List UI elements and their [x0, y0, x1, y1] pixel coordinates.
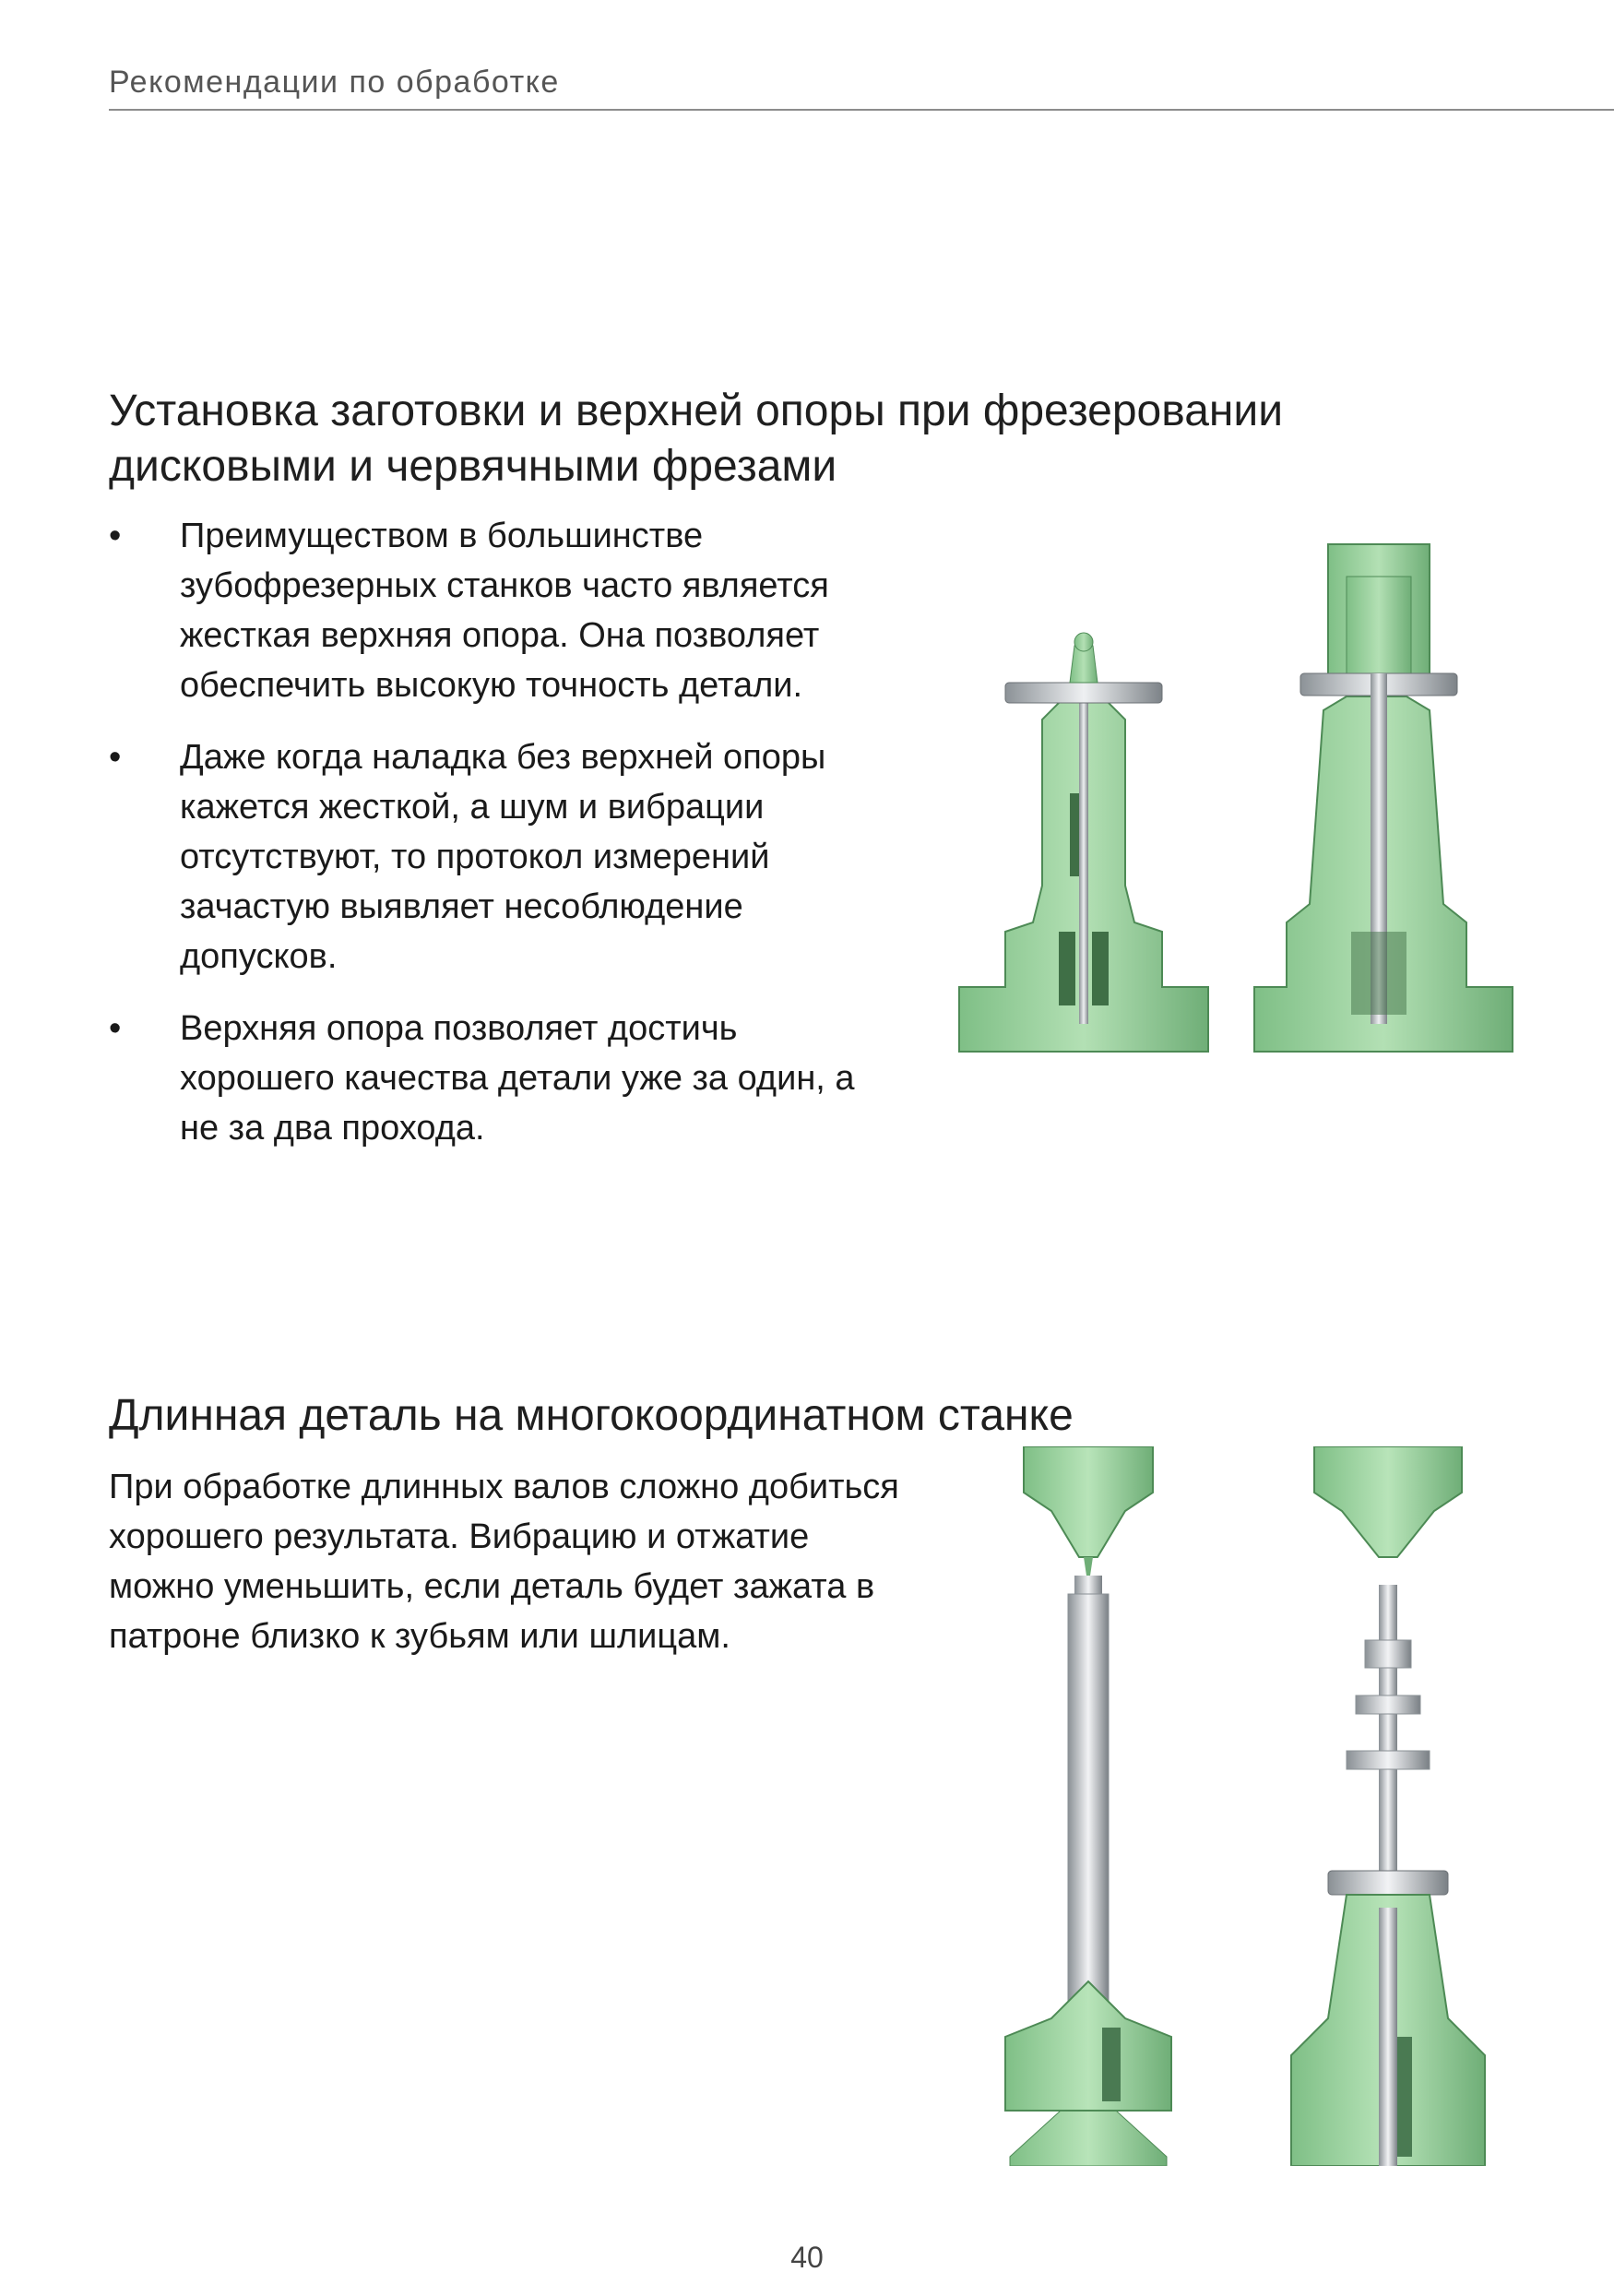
shaft-setup-left — [1005, 1446, 1171, 2166]
fixture-left — [959, 633, 1208, 1052]
long-shaft-setup-illustration — [968, 1446, 1494, 2166]
section-title-long-part: Длинная деталь на многокоординатном станке — [109, 1391, 1074, 1440]
body-paragraph: При обработке длинных валов сложно добиться хорошего результата. Вибрацию и отжатие можно уменьшить, если деталь будет зажата в патроне близко к зубьям или шлицам. — [109, 1468, 899, 1656]
bullet-item: • Даже когда наладка без верхней опоры кажется жесткой, а шум и вибрации отсутствуют, то протокол измерений зачастую выявляет несоблюдение допусков. — [109, 732, 865, 981]
page-number: 40 — [790, 2241, 824, 2274]
bullet-list — [109, 511, 865, 1175]
bullet-item: • Верхняя опора позволяет достичь хорошего качества детали уже за один, а не за два прохода. — [109, 1004, 865, 1153]
header-rule — [109, 109, 1614, 111]
fixture-right — [1254, 544, 1513, 1052]
bullet-item: • Преимуществом в большинстве зубофрезерных станков часто является жесткая верхняя опора. Она позволяет обеспечить высокую точность детали. — [109, 511, 865, 710]
fixture-cross-section-illustration — [950, 535, 1522, 1061]
running-header: Рекомендации по обработке — [109, 65, 560, 100]
shaft-setup-right — [1291, 1446, 1485, 2166]
section-title-workpiece-setup: Установка заготовки и верхней опоры при фрезеровании дисковыми и червячными фрезами — [109, 387, 1284, 491]
